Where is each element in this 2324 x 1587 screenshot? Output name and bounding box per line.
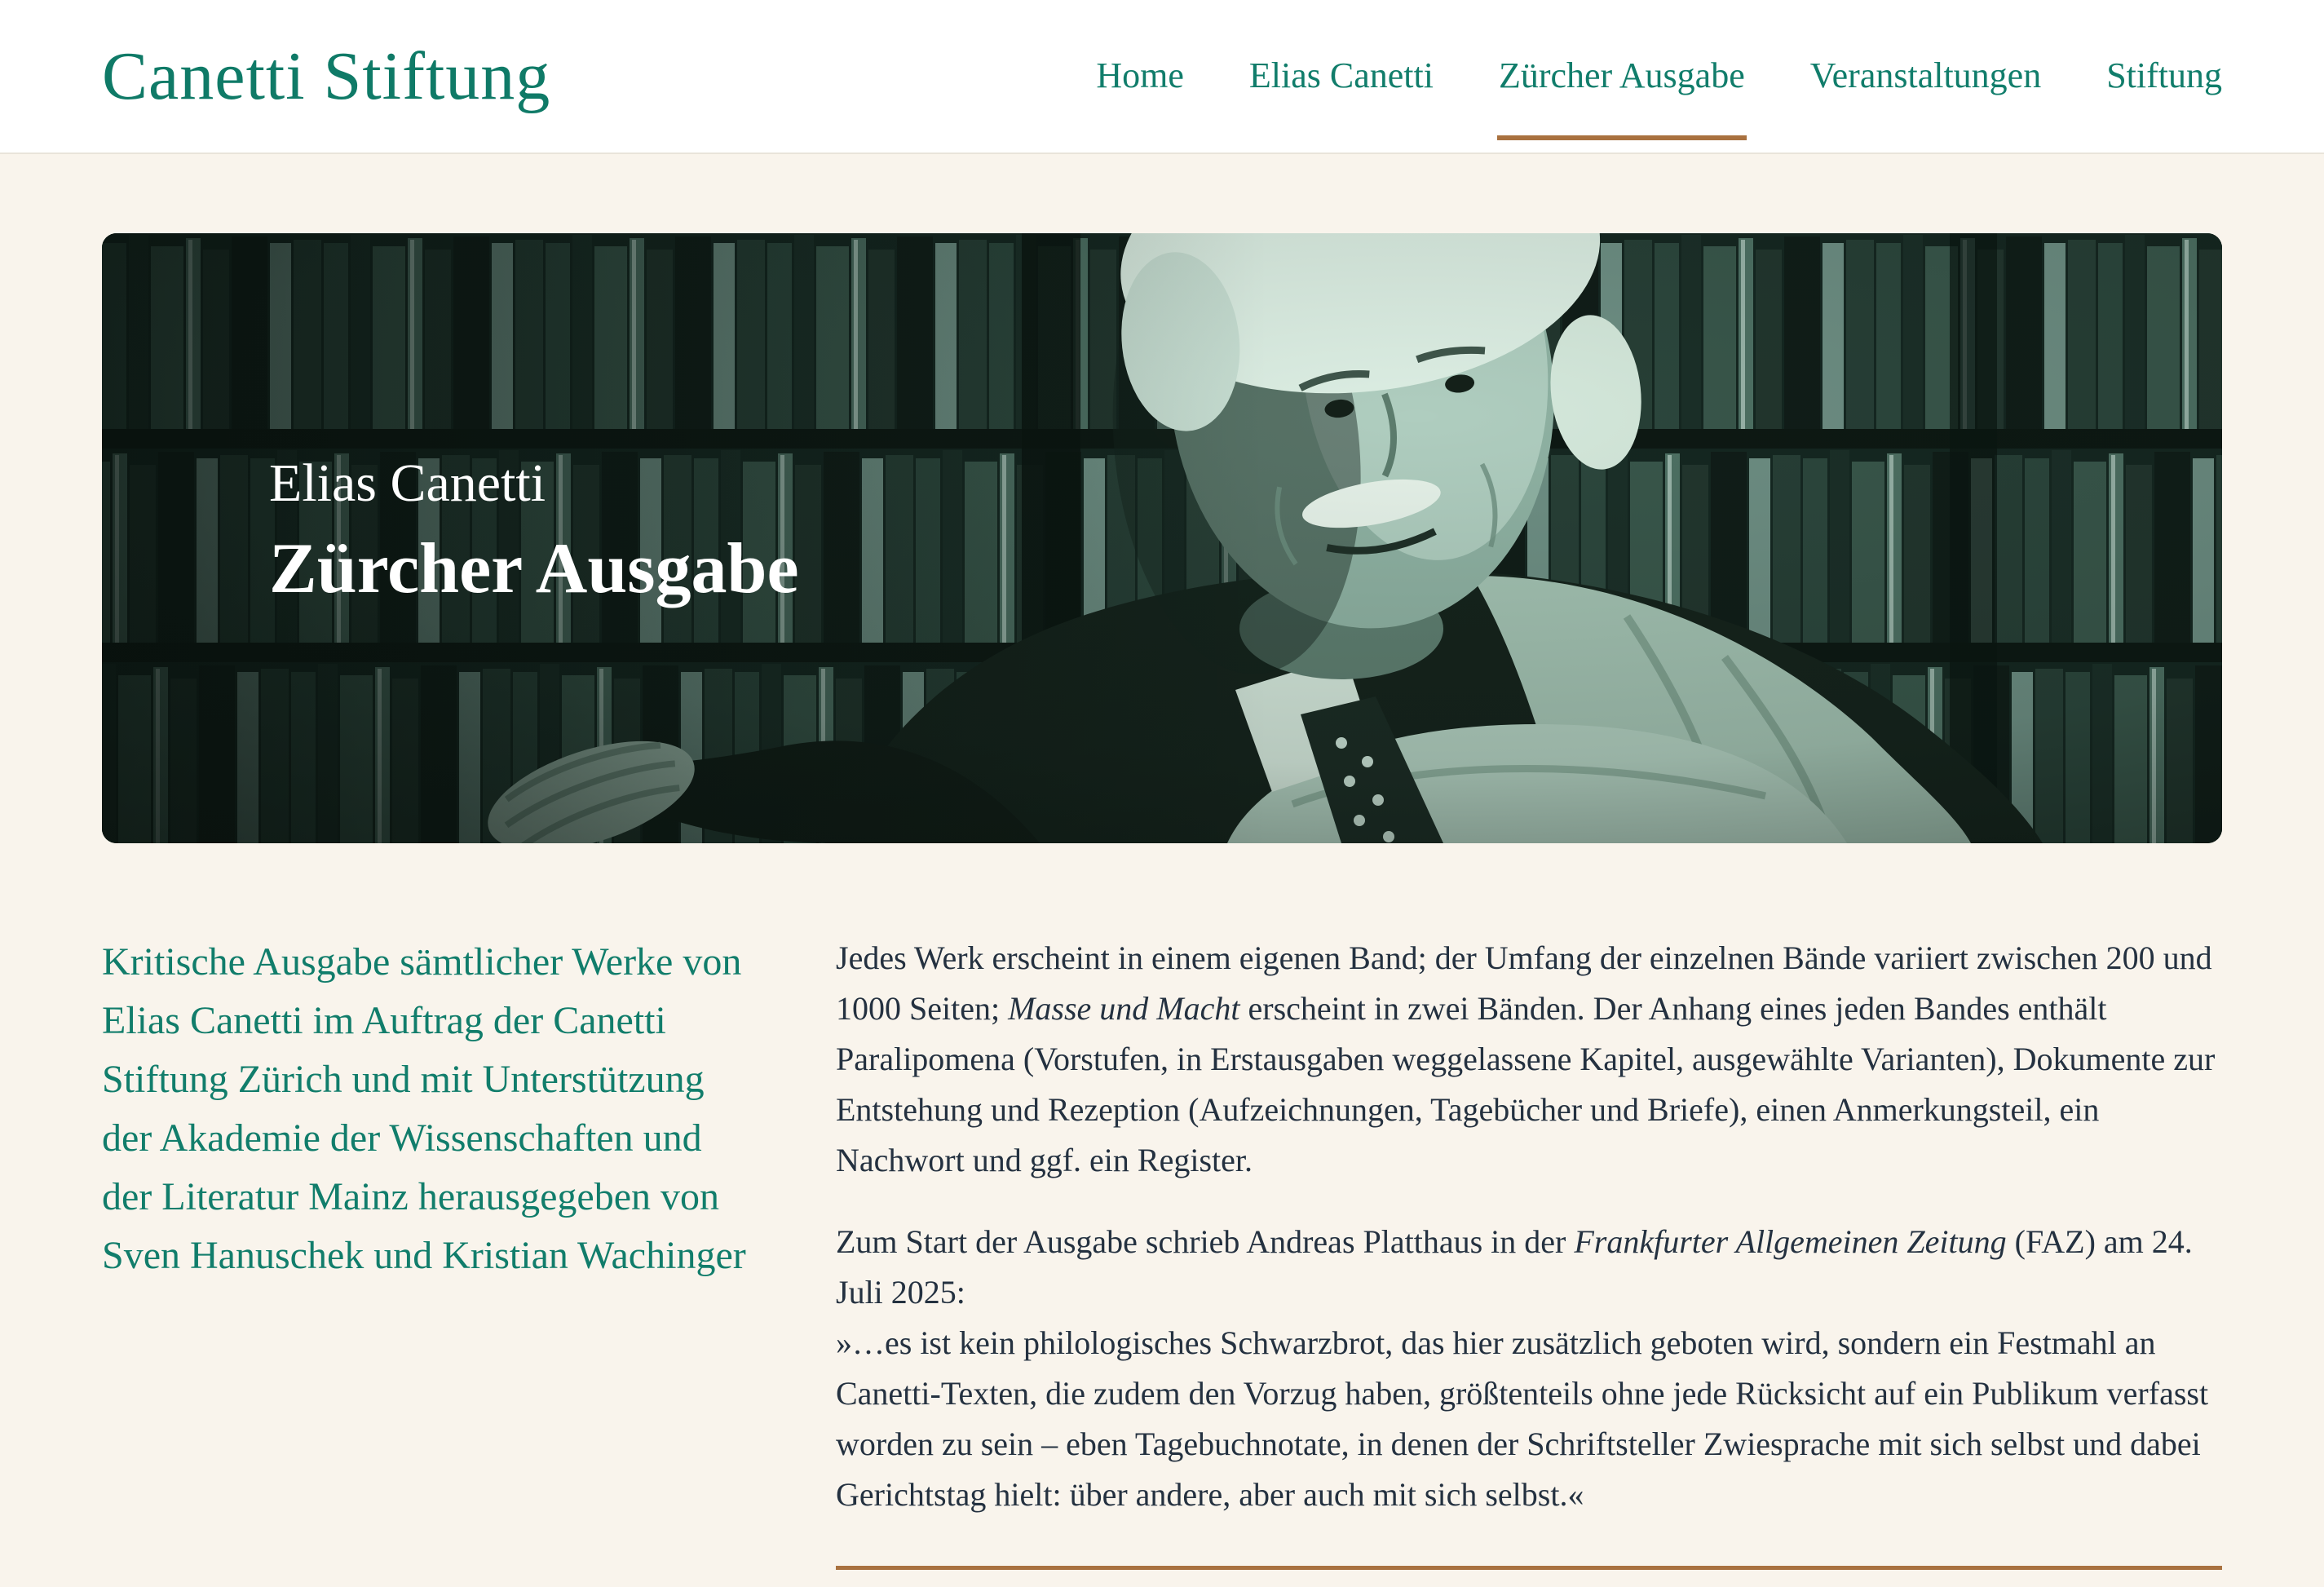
header-inner <box>102 0 2222 153</box>
intro-text: Kritische Ausgabe sämtlicher Werke von Elias Canetti im Auftrag der Canetti Stiftung Zürich und mit Unterstützung der Akademie der Wissenschaften und der Literatur Mainz herausgegeben von Sven Hanuschek und Kristian Wachinger <box>102 940 746 1277</box>
nav-item-zuercher-ausgabe[interactable]: Zürcher Ausgabe <box>1499 55 1745 98</box>
nav-item-elias-canetti[interactable]: Elias Canetti <box>1248 55 1434 96</box>
section-divider <box>836 1566 2222 1570</box>
site-header <box>0 0 2324 154</box>
hero-banner <box>102 233 2222 843</box>
content-section <box>102 933 2222 1570</box>
brand-logo[interactable]: Canetti Stiftung <box>102 38 551 114</box>
main-nav <box>1096 55 2222 98</box>
nav-item-stiftung[interactable]: Stiftung <box>2106 55 2222 96</box>
nav-item-home[interactable]: Home <box>1096 55 1184 96</box>
hero-text-block <box>269 450 799 612</box>
hero-eyebrow: Elias Canetti <box>269 453 546 513</box>
paragraph-1: Jedes Werk erscheint in einem eigenen Band; der Umfang der einzelnen Bände variiert zwischen 200 und 1000 Seiten; Masse und Macht erscheint in zwei Bänden. Der Anhang eines jeden Bandes enthält Paralipomena (Vorstufen, in Erstausgaben weggelassene Kapitel, ausgewählte Varianten), Dokumente zur Entstehung und Rezeption (Aufzeichnungen, Tagebücher und Briefe), einen Anmerkungsteil, ein Nachwort und ggf. ein Register. <box>836 939 2216 1178</box>
paragraph-2: Zum Start der Ausgabe schrieb Andreas Platthaus in der Frankfurter Allgemeinen Zeitung (FAZ) am 24. Juli 2025: »…es ist kein philologisches Schwarzbrot, das hier zusätzlich geboten wird, sondern ein Festmahl an Canetti-Texten, die zudem den Vorzug haben, größtenteils ohne jede Rücksicht auf ein Publikum verfasst worden zu sein – eben Tagebuchnotate, in denen der Schriftsteller Zwiesprache mit sich selbst und dabei Gerichtstag hielt: über andere, aber auch mit sich selbst.« <box>836 1223 2209 1513</box>
hero-title: Zürcher Ausgabe <box>269 528 799 608</box>
nav-item-veranstaltungen[interactable]: Veranstaltungen <box>1809 55 2042 96</box>
article-column <box>836 933 2222 1570</box>
